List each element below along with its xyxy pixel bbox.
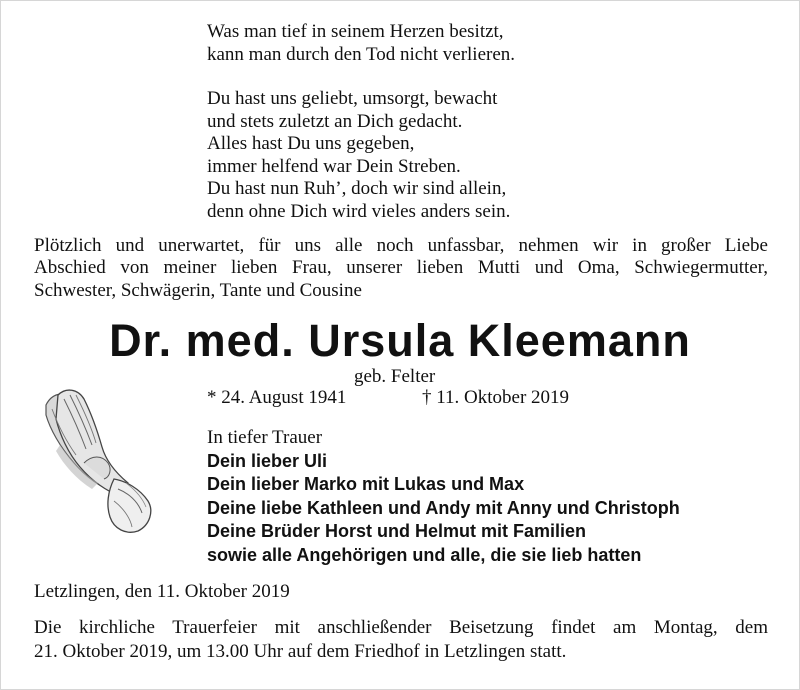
funeral-info	[34, 616, 768, 663]
place-date: Letzlingen, den 11. Oktober 2019	[34, 581, 290, 602]
mourner-entry: Dein lieber Uli	[207, 450, 328, 471]
poem-line: Du hast nun Ruh’, doch wir sind allein,	[207, 178, 507, 200]
birth-date: * 24. August 1941	[207, 387, 347, 408]
poem-line: Du hast uns geliebt, umsorgt, bewacht	[207, 88, 498, 109]
announcement-line: Abschied von meiner lieben Frau, unserer lieben Mutti und Oma, Schwiegermutter,	[34, 257, 768, 279]
announcement-text	[34, 235, 768, 302]
deceased-name: Dr. med. Ursula Kleemann	[109, 315, 691, 366]
announcement-line: Plötzlich und unerwartet, für uns alle noch unfassbar, nehmen wir in großer Liebe	[34, 235, 768, 256]
mourner-entry: Deine liebe Kathleen und Andy mit Anny und Christoph	[207, 497, 680, 518]
funeral-line: Die kirchliche Trauerfeier mit anschließender Beisetzung findet am Montag, dem	[34, 617, 768, 638]
death-date: † 11. Oktober 2019	[422, 387, 570, 408]
mourners-list	[207, 426, 680, 568]
poem-line: Alles hast Du uns gegeben,	[207, 133, 415, 155]
poem-line: denn ohne Dich wird vieles anders sein.	[207, 200, 511, 222]
poem-main	[207, 88, 510, 224]
mourner-entry: Dein lieber Marko mit Lukas und Max	[207, 474, 525, 495]
funeral-line: 21. Oktober 2019, um 13.00 Uhr auf dem Friedhof in Letzlingen statt.	[34, 640, 567, 662]
mourner-entry: sowie alle Angehörigen und alle, die sie lieb hatten	[207, 544, 642, 565]
poem-line: und stets zuletzt an Dich gedacht.	[207, 110, 463, 132]
poem-line: Was man tief in seinem Herzen besitzt,	[207, 21, 504, 42]
praying-hands-icon	[30, 385, 160, 540]
poem-line: kann man durch den Tod nicht verlieren.	[207, 43, 516, 65]
mourners-heading: In tiefer Trauer	[207, 427, 323, 448]
mourner-entry: Deine Brüder Horst und Helmut mit Familien	[207, 521, 587, 542]
maiden-name: geb. Felter	[354, 366, 436, 387]
announcement-line: Schwester, Schwägerin, Tante und Cousine	[34, 279, 362, 301]
poem-top	[207, 21, 515, 66]
poem-line: immer helfend war Dein Streben.	[207, 155, 461, 177]
